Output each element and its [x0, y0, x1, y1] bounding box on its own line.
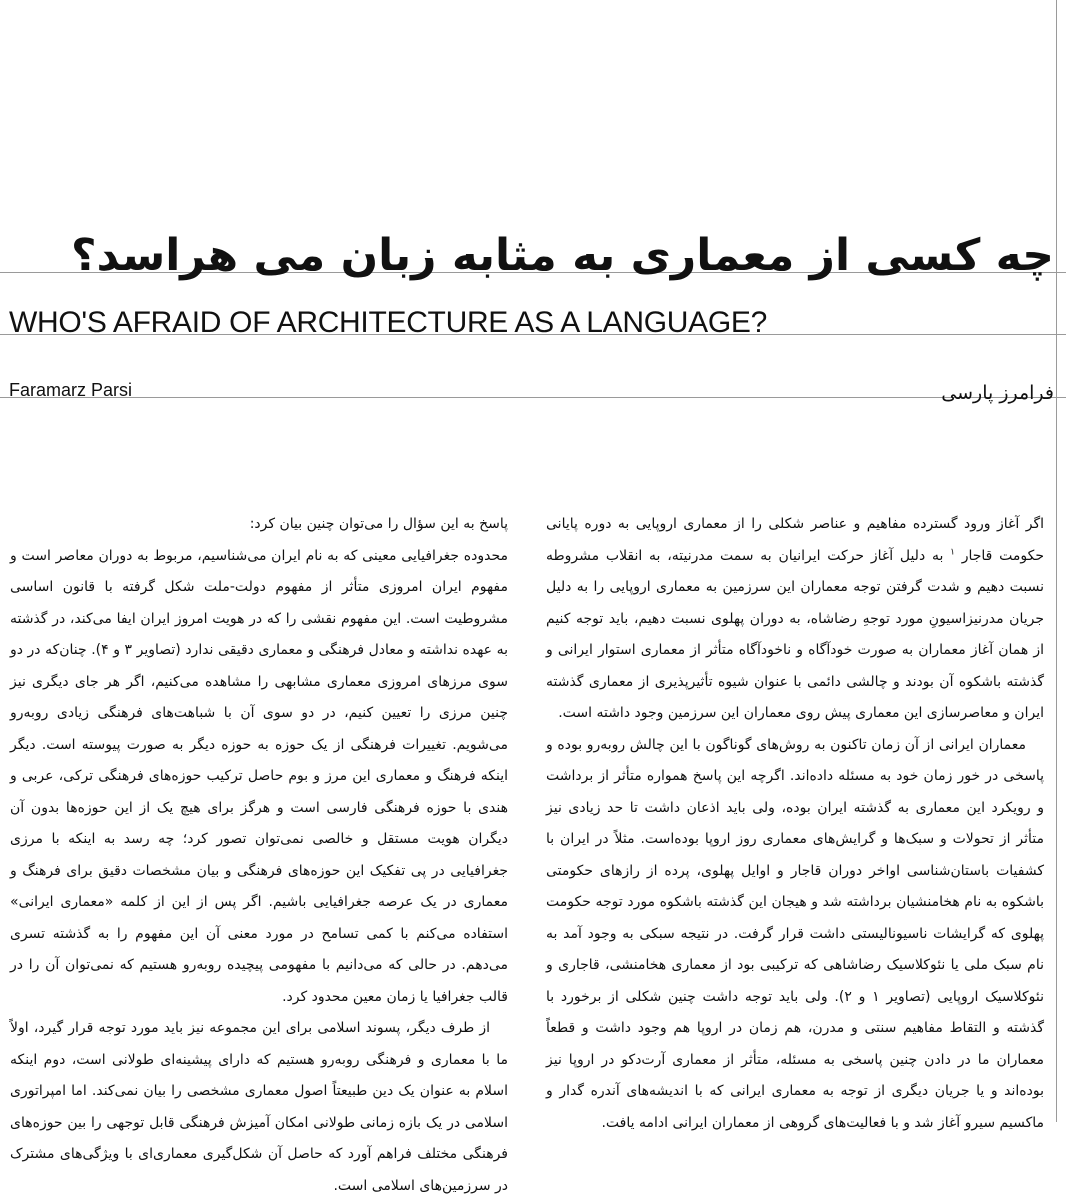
paragraph: معماران ایرانی از آن زمان تاکنون به روش‌های گوناگون با این چالش روبه‌رو بوده و پاسخی در خور زمان خود به مسئله داده‌اند. اگرچه این پاسخ همواره متأثر از برداشت و رویکرد این معماری به گذشته ایران بوده، ولی باید اذعان داشت تا حد زیادی نیز متأثر از تحولات و سبک‌ها و گرایش‌های معماری روز اروپا بوده‌است. مثلاً در ایران با کشفیات باستان‌شناسی اواخر دوران قاجار و اوایل پهلوی، پرده از رازهای حکومتی باشکوه به نام هخامنشیان برداشته شد و هیجان این گذشته باشکوه مورد توجه حکومت پهلوی که گرایشات ناسیونالیستی داشت قرار گرفت. در نتیجه سبکی به وجود آمد به نام سبک ملی یا نئوکلاسیک رضاشاهی که ترکیبی بود از معماری هخامنشی، قاجاری و نئوکلاسیک اروپایی (تصاویر ۱ و ۲). ولی باید توجه داشت چنین شکلی از برخورد با گذشته و التقاط مفاهیم سنتی و مدرن، هم زمان در اروپا هم وجود داشت و قطعاً معماران ما در دادن چنین پاسخی به مسئله، متأثر از معماری آرت‌دکو در اروپا نیز بوده‌اند و یا جریان دیگری از توجه به معماری ایرانی که با اندیشه‌های آندره گدار و ماکسیم سیرو آغاز شد و با فعالیت‌های گروهی از معماران ایرانی ادامه یافت.: [546, 736, 1044, 1131]
footnote-marker: ۱: [950, 546, 955, 557]
author-name-persian: فرامرز پارسی: [941, 382, 1054, 404]
paragraph-text: به دلیل آغاز حرکت ایرانیان به سمت مدرنیته، به انقلاب مشروطه نسبت دهیم و شدت گرفتن توجه معماران این سرزمین به معماری اروپایی را به دلیل جریان مدرنیزاسیونِ مورد توجهِ رضاشاه، به دوران پهلوی نسبت دهیم، باید توجه کنیم از همان آغاز معماران به صورت خودآگاه و ناخودآگاه متأثر از معماری استوار ایرانی و گذشته باشکوه آن بودند و چالشی دائمی با عنوان شیوه تأثیرپذیری از معماری گذشته ایران و معاصرسازی این معماری پیش روی معماران این سرزمین وجود داشته است.: [546, 547, 1044, 721]
author-name-english: Faramarz Parsi: [9, 380, 133, 400]
article-column-right: [546, 509, 1044, 1139]
article-column-left: [10, 509, 508, 1202]
paragraph: محدوده جغرافیایی معینی که به نام ایران می‌شناسیم، مربوط به دوران معاصر است و مفهوم ایران امروزی متأثر از مفهوم دولت-ملت شکل گرفته با قانون اساسی مشروطیت است. این مفهوم نقشی را که در هویت امروز ایران ایفا می‌کند، در گذشته به عهده نداشته و معادل فرهنگی و معماری دقیقی ندارد (تصاویر ۳ و ۴). چنان‌که در دو سوی مرزهای امروزی معماری مشابهی را مشاهده می‌کنیم، اگر هر جای دیگری نیز چنین مرزی را تعیین کنیم، در دو سوی آن با شباهت‌های فرهنگی زیادی روبه‌رو می‌شویم. تغییرات فرهنگی از یک حوزه به حوزه دیگر به صورت پیوسته است. دیگر اینکه فرهنگ و معماری این مرز و بوم حاصل ترکیب حوزه‌های فرهنگی ترکی، عربی و هندی با حوزه فرهنگی فارسی است و هرگز برای هیچ یک از این حوزه‌ها بدون آن دیگران هویت مستقل و خالصی نمی‌توان تصور کرد؛ چه رسد به اینکه با مرزی جغرافیایی در پی تفکیک این حوزه‌های فرهنگی و بیان مشخصات دقیق برای فرهنگ و معماری در یک عرصه جغرافیایی باشیم. اگر پس از این از کلمه «معماری ایرانی» استفاده می‌کنم با کمی تسامح در مورد معنی آن این مفهوم را به گذشته تسری می‌دهم. در حالی که می‌دانیم با مفهومی پیچیده روبه‌رو هستیم که نمی‌توان آن را در قالب جغرافیا یا زمان معین محدود کرد.: [10, 547, 508, 1005]
paragraph: از طرف دیگر، پسوند اسلامی برای این مجموعه نیز باید مورد توجه قرار گیرد، اولاً ما با معماری و فرهنگی روبه‌رو هستیم که دارای پیشینه‌ای طولانی است، دوم اینکه اسلام به عنوان یک دین طبیعتاً اصول معماری مشخصی را بیان نمی‌کند. اما امپراتوری اسلامی در یک بازه زمانی طولانی امکان آمیزش فرهنگی قابل توجهی را بین حوزه‌های فرهنگی مختلف فراهم آورد که حاصل آن شکل‌گیری معماری‌ای با ویژگی‌های مشترک در سرزمین‌های اسلامی است.: [10, 1020, 508, 1194]
margin-rule-vertical: [1056, 0, 1057, 1122]
persian-title: چه کسی از معماری به مثابه زبان می هراسد؟: [71, 230, 1054, 281]
english-title: WHO'S AFRAID OF ARCHITECTURE AS A LANGUAGE?: [9, 306, 767, 339]
paragraph: [546, 509, 1044, 730]
paragraph: پاسخ به این سؤال را می‌توان چنین بیان کرد:: [249, 516, 508, 532]
paragraph-text: اگر آغاز ورود گسترده مفاهیم و عناصر شکلی را از معماری اروپایی به دوره پایانی حکومت قاجار: [546, 516, 1044, 564]
author-baseline-rule: [0, 397, 1066, 398]
